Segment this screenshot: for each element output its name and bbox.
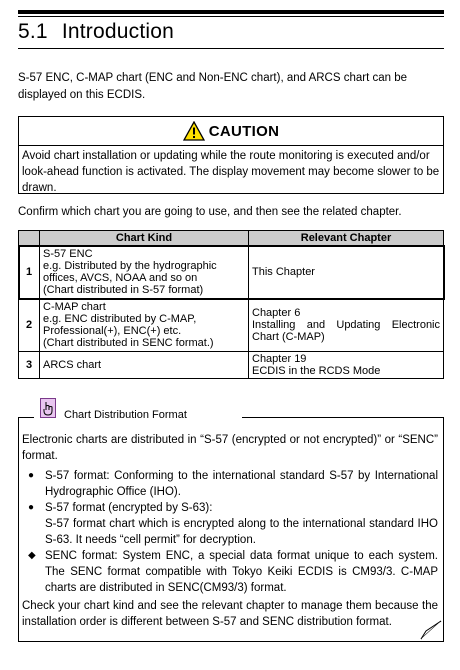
heading-underline (18, 48, 444, 49)
row-chart-kind (40, 246, 249, 299)
kind-line: (Chart distributed in SENC format.) (43, 337, 214, 349)
bullet-text: SENC format: System ENC, a special data format unique to each system. The SENC format compatible with Tokyo Keiki ECDIS is CM93/3. C-MAP charts are distributed in SENC(CM93/3) format. (45, 550, 438, 594)
section-heading (18, 20, 174, 44)
kind-line: S-57 ENC (43, 248, 93, 260)
confirm-paragraph: Confirm which chart you are going to use, and then see the related chapter. (18, 206, 402, 218)
chapter-line: This Chapter (252, 266, 315, 278)
caution-text: Avoid chart installation or updating while the route monitoring is executed and/or look-ahead function is activated. The display movement may become slower to be drawn. (22, 150, 440, 194)
pointing-hand-icon (40, 398, 56, 418)
kind-line: C-MAP chart (43, 301, 106, 313)
row-chapter (249, 352, 444, 379)
table-row (19, 352, 444, 379)
warning-icon (183, 121, 205, 141)
caution-title: CAUTION (208, 122, 280, 140)
kind-line: (Chart distributed in S-57 format) (43, 284, 204, 296)
chapter-line: Chapter 19 (252, 353, 307, 365)
bullet-dot: ● (28, 502, 35, 513)
caution-box (18, 116, 444, 194)
chapter-line: ECDIS in the RCDS Mode (252, 365, 381, 377)
section-title: Introduction (61, 20, 174, 43)
bullet-text: S-57 format (encrypted by S-63): (45, 502, 213, 514)
table-row (19, 246, 444, 299)
kind-line: e.g. Distributed by the hydrographic (43, 260, 217, 272)
header-rule-thick (18, 10, 444, 14)
kind-line: offices, AVCS, NOAA and so on (43, 272, 198, 284)
row-number: 1 (19, 246, 40, 299)
note-intro: Electronic charts are distributed in “S-57 (encrypted or not encrypted)” or “SENC” format. (22, 434, 438, 462)
row-number: 3 (19, 352, 40, 379)
chapter-line: Chapter 6 (252, 307, 301, 319)
row-chart-kind (40, 352, 249, 379)
note-closing: Check your chart kind and see the relevant chapter to manage them because the installation order is different between S-57 and SENC distribution format. (22, 600, 438, 628)
chart-kind-table (18, 230, 444, 379)
row-chart-kind (40, 299, 249, 352)
row-number: 2 (19, 299, 40, 352)
caution-header (19, 117, 443, 146)
row-chapter (249, 299, 444, 352)
section-number: 5.1 (18, 20, 48, 43)
kind-line: e.g. ENC distributed by C-MAP, (43, 313, 197, 325)
intro-paragraph: S-57 ENC, C-MAP chart (ENC and Non-ENC chart), and ARCS chart can be displayed on this ECDIS. (18, 72, 408, 101)
chapter-line: Installing and Updating Electronic Chart (C-MAP) (252, 319, 440, 343)
table-header-row (19, 231, 444, 246)
kind-line: Professional(+), ENC(+) etc. (43, 325, 182, 337)
bullet-text-continued: S-57 format chart which is encrypted along to the international standard IHO S-63. It needs “cell permit” for decryption. (45, 518, 438, 546)
bullet-text: S-57 format: Conforming to the international standard S-57 by International Hydrographic Office (IHO). (45, 470, 438, 498)
header-rule-thin (18, 16, 444, 17)
table-header-num (19, 231, 40, 246)
table-header-kind: Chart Kind (40, 231, 249, 246)
bullet-dot: ● (28, 470, 35, 481)
row-chapter (249, 246, 444, 299)
table-header-chapter: Relevant Chapter (249, 231, 444, 246)
kind-line: ARCS chart (43, 359, 102, 371)
note-title: Chart Distribution Format (64, 409, 187, 421)
table-row (19, 299, 444, 352)
page-fold-corner (420, 620, 442, 640)
bullet-diamond: ◆ (28, 550, 36, 561)
